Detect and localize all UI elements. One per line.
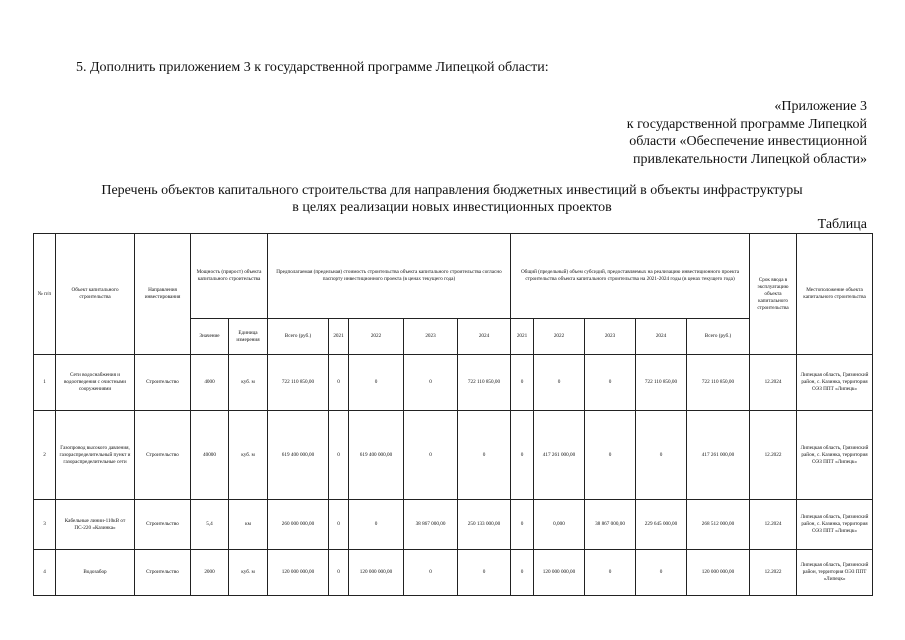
cell-sub-2021: 0	[511, 500, 534, 550]
cell-cost-2021: 0	[329, 500, 349, 550]
cell-sub-2023: 0	[585, 411, 636, 500]
cell-sub-2024: 722 110 850,00	[636, 355, 687, 411]
cell-location: Липецкая область, Грязинский район, с. Казинка, территория ОЭЗ ППТ «Липецк»	[797, 355, 873, 411]
cell-cost-2021: 0	[329, 411, 349, 500]
cell-location: Липецкая область, Грязинский район, территория ОЭЗ ППТ «Липецк»	[797, 550, 873, 596]
appendix-line: области «Обеспечение инвестиционной	[629, 134, 867, 149]
appendix-line: «Приложение 3	[774, 99, 867, 114]
cell-cost-total: 619 400 000,00	[268, 411, 329, 500]
cell-sub-2021: 0	[511, 355, 534, 411]
cell-sub-2022: 0	[534, 355, 585, 411]
cell-sub-total: 722 110 850,00	[687, 355, 750, 411]
cell-sub-2024: 229 645 000,00	[636, 500, 687, 550]
cell-cost-2023: 0	[404, 411, 458, 500]
cell-object: Водозабор	[56, 550, 135, 596]
cell-object: Кабельные линии-110кВ от ПС-220 «Казинка»	[56, 500, 135, 550]
cell-cost-2021: 0	[329, 355, 349, 411]
header-sub-2021: 2021	[511, 319, 534, 355]
header-cost-2023: 2023	[404, 319, 458, 355]
cell-sub-2023: 0	[585, 550, 636, 596]
cell-sub-2023: 0	[585, 355, 636, 411]
cell-direction: Строительство	[135, 500, 191, 550]
table-row	[34, 550, 873, 596]
header-direction: Направления инвестирования	[135, 234, 191, 355]
cell-value: 2000	[191, 550, 229, 596]
cell-unit: куб. м	[229, 550, 268, 596]
title-line: Перечень объектов капитального строительства для направления бюджетных инвестиций в объекты инфраструктуры	[101, 183, 803, 198]
cell-location: Липецкая область, Грязинский район, с. Казинка, территория ОЭЗ ППТ «Липецк»	[797, 500, 873, 550]
cell-cost-2021: 0	[329, 550, 349, 596]
cell-cost-2023: 0	[404, 355, 458, 411]
cell-value: 40000	[191, 411, 229, 500]
table-row	[34, 355, 873, 411]
table-row	[34, 411, 873, 500]
header-cost-2024: 2024	[458, 319, 511, 355]
header-sub-2022: 2022	[534, 319, 585, 355]
cell-sub-2021: 0	[511, 550, 534, 596]
cell-object: Газопровод высокого давления, газораспределительный пункт и газораспределительные сети	[56, 411, 135, 500]
cell-direction: Строительство	[135, 550, 191, 596]
cell-cost-total: 260 000 000,00	[268, 500, 329, 550]
table-label: Таблица	[817, 217, 867, 232]
header-cost-2021: 2021	[329, 319, 349, 355]
cell-sub-total: 120 000 000,00	[687, 550, 750, 596]
cell-cost-2022: 619 400 000,00	[349, 411, 404, 500]
cell-sub-2022: 0,000	[534, 500, 585, 550]
appendix-heading	[537, 98, 867, 168]
title-line: в целях реализации новых инвестиционных проектов	[292, 199, 612, 215]
header-subsidy: Общий (предельный) объем субсидий, предоставляемых на реализацию инвестиционного проекта строительства объекта капитального строительства на 2021-2024 годы (в ценах текущего года)	[511, 234, 750, 319]
cell-cost-2024: 722 110 850,00	[458, 355, 511, 411]
cell-object: Сети водоснабжения и водоотведения с очистными сооружениями	[56, 355, 135, 411]
cell-sub-2022: 417 261 000,00	[534, 411, 585, 500]
cell-cost-total: 120 000 000,00	[268, 550, 329, 596]
cell-direction: Строительство	[135, 355, 191, 411]
header-sub-2023: 2023	[585, 319, 636, 355]
table-header-row	[34, 234, 873, 319]
header-cost-2022: 2022	[349, 319, 404, 355]
header-sub-2024: 2024	[636, 319, 687, 355]
cell-sub-total: 417 261 000,00	[687, 411, 750, 500]
cell-sub-2023: 38 867 000,00	[585, 500, 636, 550]
cell-cost-2023: 38 867 000,00	[404, 500, 458, 550]
header-sub-total: Всего (руб.)	[687, 319, 750, 355]
cell-cost-2024: 0	[458, 550, 511, 596]
table-row	[34, 500, 873, 550]
cell-deadline: 12.2022	[750, 411, 797, 500]
header-cost: Предполагаемая (предельная) стоимость строительства объекта капитального строительства согласно паспорту инвестиционного проекта (в ценах текущего года)	[268, 234, 511, 319]
cell-cost-2023: 0	[404, 550, 458, 596]
cell-cost-2022: 120 000 000,00	[349, 550, 404, 596]
cell-value: 4000	[191, 355, 229, 411]
header-value: Значение	[191, 319, 229, 355]
cell-unit: куб. м	[229, 355, 268, 411]
header-unit: Единица измерения	[229, 319, 268, 355]
document-title	[40, 183, 864, 216]
cell-cost-2022: 0	[349, 355, 404, 411]
cell-cost-total: 722 110 850,00	[268, 355, 329, 411]
appendix-line: к государственной программе Липецкой	[626, 116, 867, 132]
header-location: Местоположение объекта капитального строительства	[797, 234, 873, 355]
cell-sub-2022: 120 000 000,00	[534, 550, 585, 596]
cell-sub-2021: 0	[511, 411, 534, 500]
cell-num: 3	[34, 500, 56, 550]
cell-deadline: 12.2024	[750, 355, 797, 411]
cell-sub-total: 268 512 000,00	[687, 500, 750, 550]
header-cost-total: Всего (руб.)	[268, 319, 329, 355]
cell-cost-2024: 0	[458, 411, 511, 500]
cell-unit: куб. м	[229, 411, 268, 500]
objects-table	[33, 233, 873, 596]
cell-cost-2024: 250 133 000,00	[458, 500, 511, 550]
cell-sub-2024: 0	[636, 550, 687, 596]
header-capacity: Мощность (прирост) объекта капитального строительства	[191, 234, 268, 319]
header-num: № п/п	[34, 234, 56, 355]
cell-direction: Строительство	[135, 411, 191, 500]
cell-sub-2024: 0	[636, 411, 687, 500]
cell-num: 1	[34, 355, 56, 411]
header-deadline: Срок ввода в эксплуатацию объекта капитального строительства	[750, 234, 797, 355]
cell-deadline: 12.2024	[750, 500, 797, 550]
cell-num: 4	[34, 550, 56, 596]
cell-deadline: 12.2022	[750, 550, 797, 596]
cell-unit: км	[229, 500, 268, 550]
cell-location: Липецкая область, Грязинский район, с. Казинка, территория ОЭЗ ППТ «Липецк»	[797, 411, 873, 500]
cell-value: 5,4	[191, 500, 229, 550]
header-object: Объект капитального строительства	[56, 234, 135, 355]
appendix-line: привлекательности Липецкой области»	[633, 151, 867, 167]
intro-paragraph: 5. Дополнить приложением 3 к государственной программе Липецкой области:	[76, 60, 549, 75]
cell-cost-2022: 0	[349, 500, 404, 550]
cell-num: 2	[34, 411, 56, 500]
